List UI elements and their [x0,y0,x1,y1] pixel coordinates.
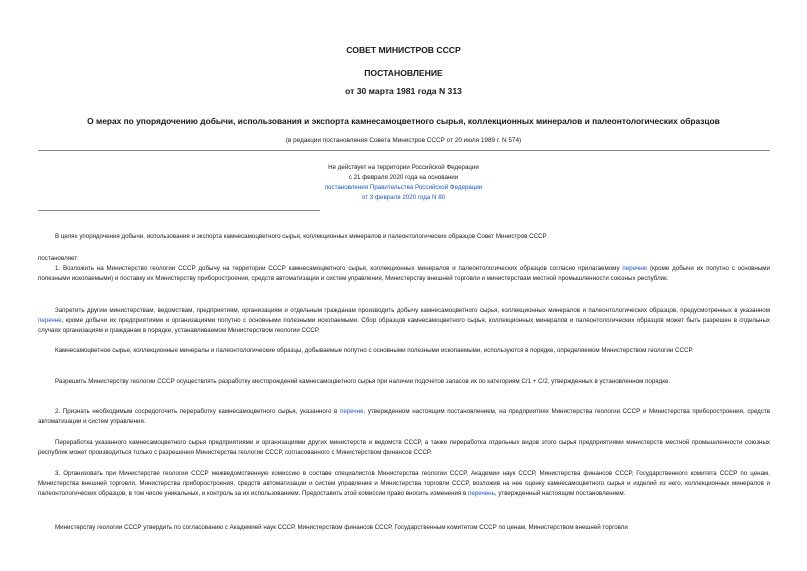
document-date-number: от 30 марта 1981 года N 313 [345,86,462,96]
document-type: ПОСТАНОВЛЕНИЕ [364,68,443,78]
paragraph-5-text-end: , утвержденном настоящим постановлением, на предприятиях Министерства геологии СССР и Министерства приборостроения, средств автоматизации и систем управления. [38,408,770,426]
document-title: О мерах по упорядочению добычи, использования и экспорта камнесамоцветного сырья, коллекционных минералов и палеонтологических образцов [87,116,720,126]
intro-paragraph: В целях упорядочения добычи, использования и экспорта камнесамоцветного сырья, коллекционных минералов и палеонтологических образцов Совет Министров СССР [55,233,547,240]
paragraph-7-text-end: , утвержденный настоящим постановлением. [494,490,626,498]
paragraph-7-link-list[interactable]: перечень [468,490,495,498]
paragraph-2 [38,306,770,337]
paragraph-4: Разрешить Министерству геологии СССР осуществлять разработку месторождений камнесамоцветного сырья при наличии подсчетов запасов их по категориям С/1 + С/2, утвержденных в установленном порядке. [55,378,671,385]
decree-word: постановляет: [38,255,79,262]
paragraph-5-text-start: 2. Признать необходимым сосредоточить переработку камнесамоцветного сырья, указанного в [55,408,340,415]
status-notice [0,163,807,203]
notice-line-1: Не действует на территории Российской Федерации [328,164,479,171]
notice-line-2: с 21 февраля 2020 года на основании [348,174,459,181]
paragraph-1 [38,264,770,284]
notice-divider [38,210,320,211]
paragraph-1-text-end: (кроме добычи их попутно с основными полезными ископаемыми) и поставку их Министерству приборостроения, средств автоматизации и систем управления, Министерству внешней торговли и министерствам местной промышленности союзных республик. [38,265,770,283]
paragraph-2-text-start: Запретить другим министерствам, ведомствам, предприятиям, организациям и отдельным гражданам производить добычу камнесамоцветного сырья, коллекционных минералов и палеонтологических образцов, предусмотренных в указанном [55,307,770,314]
issuing-authority: СОВЕТ МИНИСТРОВ СССР [346,45,461,55]
paragraph-3: Камнесамоцветное сырье, коллекционные минералы и палеонтологические образцы, добываемые попутно с основными полезными ископаемыми, используются в порядке, определяемом Министерством геологии СССР. [55,347,694,354]
paragraph-5 [38,407,770,427]
paragraph-1-text-start: 1. Возложить на Министерство геологии СССР добычу на территории СССР камнесамоцветного сырья, коллекционных минералов и палеонтологических образцов согласно прилагаемому [55,265,623,272]
header-divider [38,150,770,151]
paragraph-8: Министерству геологии СССР утвердить по согласованию с Академией наук СССР, Министерством финансов СССР, Государственным комитетом СССР по ценам, Министерством внешней торговли [55,524,628,531]
paragraph-6: Переработка указанного камнесамоцветного сырья предприятиями и организациями других министерств и ведомств СССР, а также переработка отдельных видов этого сырья предприятиями министерств местной промышленности союзных республик может производиться только с разрешения Министерства геологии СССР, согласованного с Министерством финансов СССР. [38,439,770,457]
edition-note: (в редакции постановления Совета Министров СССР от 20 июля 1989 г. N 574) [285,137,522,144]
notice-link-government-resolution[interactable]: постановления Правительства Российской Федерации [324,184,483,191]
paragraph-1-link-list[interactable]: перечню [622,265,648,272]
paragraph-7-text-start: 3. Организовать при Министерстве геологии СССР межведомственную комиссию в составе специалистов Министерства геологии СССР, Академии наук СССР, Министерства финансов СССР, Государственного комитета СССР по ценам, Министерства внешней торговли, Министерства приборостроения, средств автоматизации и систем управления и Министерства торговли СССР, возложив на нее оценку камнесамоцветного сырья и изделий из него, коллекционных минералов и палеонтологических образцов, в том числе уникальных, и контроль за их использованием. Предоставить этой комиссии право вносить изменения в [38,470,770,498]
paragraph-7 [38,469,770,500]
paragraph-5-link-list[interactable]: перечне [339,408,364,415]
notice-link-date[interactable]: от 3 февраля 2020 года N 80 [361,194,446,201]
paragraph-2-text-end: , кроме добычи их предприятиями и организациями попутно с основными полезными ископаемыми. Сбор образцов камнесамоцветного сырья, коллекционных минералов и палеонтологических образцов может быть разрешен в отдельных случаях организациям и гражданам в порядке, устанавливаемом Министерством геологии СССР. [38,317,770,335]
paragraph-2-link-list[interactable]: перечне [38,317,62,325]
